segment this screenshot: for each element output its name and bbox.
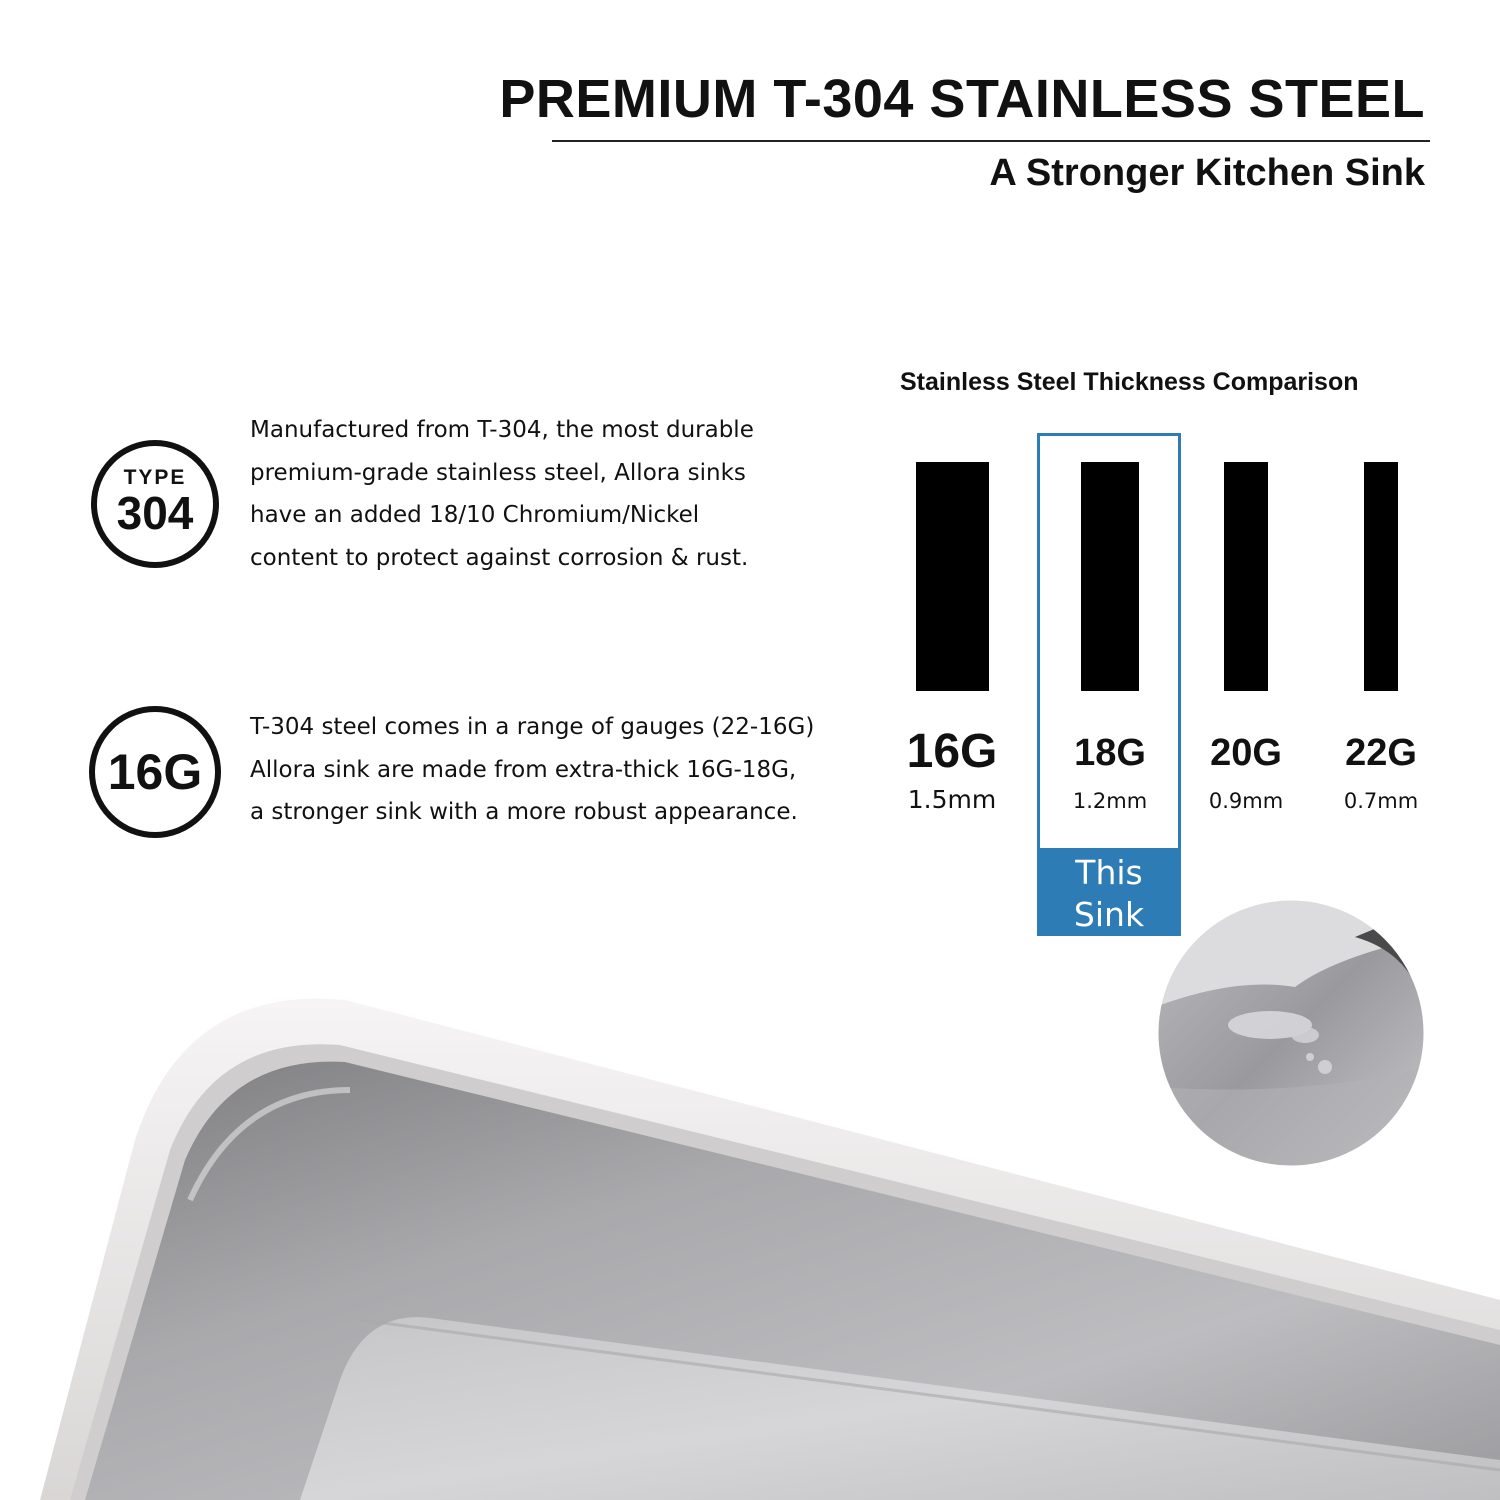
feature-description-gauge [250, 706, 814, 834]
thickness-bar-22g [1364, 462, 1398, 691]
this-sink-label-line: Sink [1073, 895, 1145, 934]
type-304-badge-icon [91, 440, 219, 568]
chart-title: Stainless Steel Thickness Comparison [900, 368, 1359, 396]
thickness-bar-18g [1081, 462, 1139, 691]
feature-line: T-304 steel comes in a range of gauges (22-16G) [250, 714, 815, 740]
badge-gauge-label: 16G [107, 744, 203, 800]
feature-line: content to protect against corrosion & rust. [250, 544, 749, 571]
gauge-thickness-22g: 0.7mm [1343, 789, 1419, 813]
feature-line: a stronger sink with a more robust appearance. [250, 799, 798, 825]
page-title: PREMIUM T-304 STAINLESS STEEL [499, 69, 1425, 129]
page-subtitle: A Stronger Kitchen Sink [989, 152, 1425, 194]
water-droplet-detail-photo [1155, 897, 1427, 1169]
feature-description-type [250, 409, 754, 579]
this-sink-label-line: This [1075, 853, 1143, 892]
feature-line: have an added 18/10 Chromium/Nickel [250, 502, 700, 528]
gauge-thickness-16g: 1.5mm [907, 785, 997, 814]
badge-type-label: TYPE [123, 466, 187, 489]
feature-line: premium-grade stainless steel, Allora sinks [250, 459, 746, 486]
gauge-thickness-18g: 1.2mm [1072, 789, 1148, 813]
gauge-label-20g: 20G [1210, 732, 1282, 774]
gauge-label-18g: 18G [1074, 732, 1146, 774]
gauge-label-22g: 22G [1345, 732, 1417, 774]
gauge-thickness-20g: 0.9mm [1208, 789, 1284, 813]
title-divider [552, 140, 1430, 142]
thickness-bar-16g [916, 462, 989, 691]
thickness-bar-20g [1224, 462, 1268, 691]
feature-line: Manufactured from T-304, the most durable [250, 417, 754, 443]
badge-type-number: 304 [116, 487, 194, 539]
gauge-16g-badge-icon [89, 706, 221, 838]
gauge-label-16g: 16G [906, 725, 998, 778]
feature-line: Allora sink are made from extra-thick 16G-18G, [250, 756, 797, 783]
